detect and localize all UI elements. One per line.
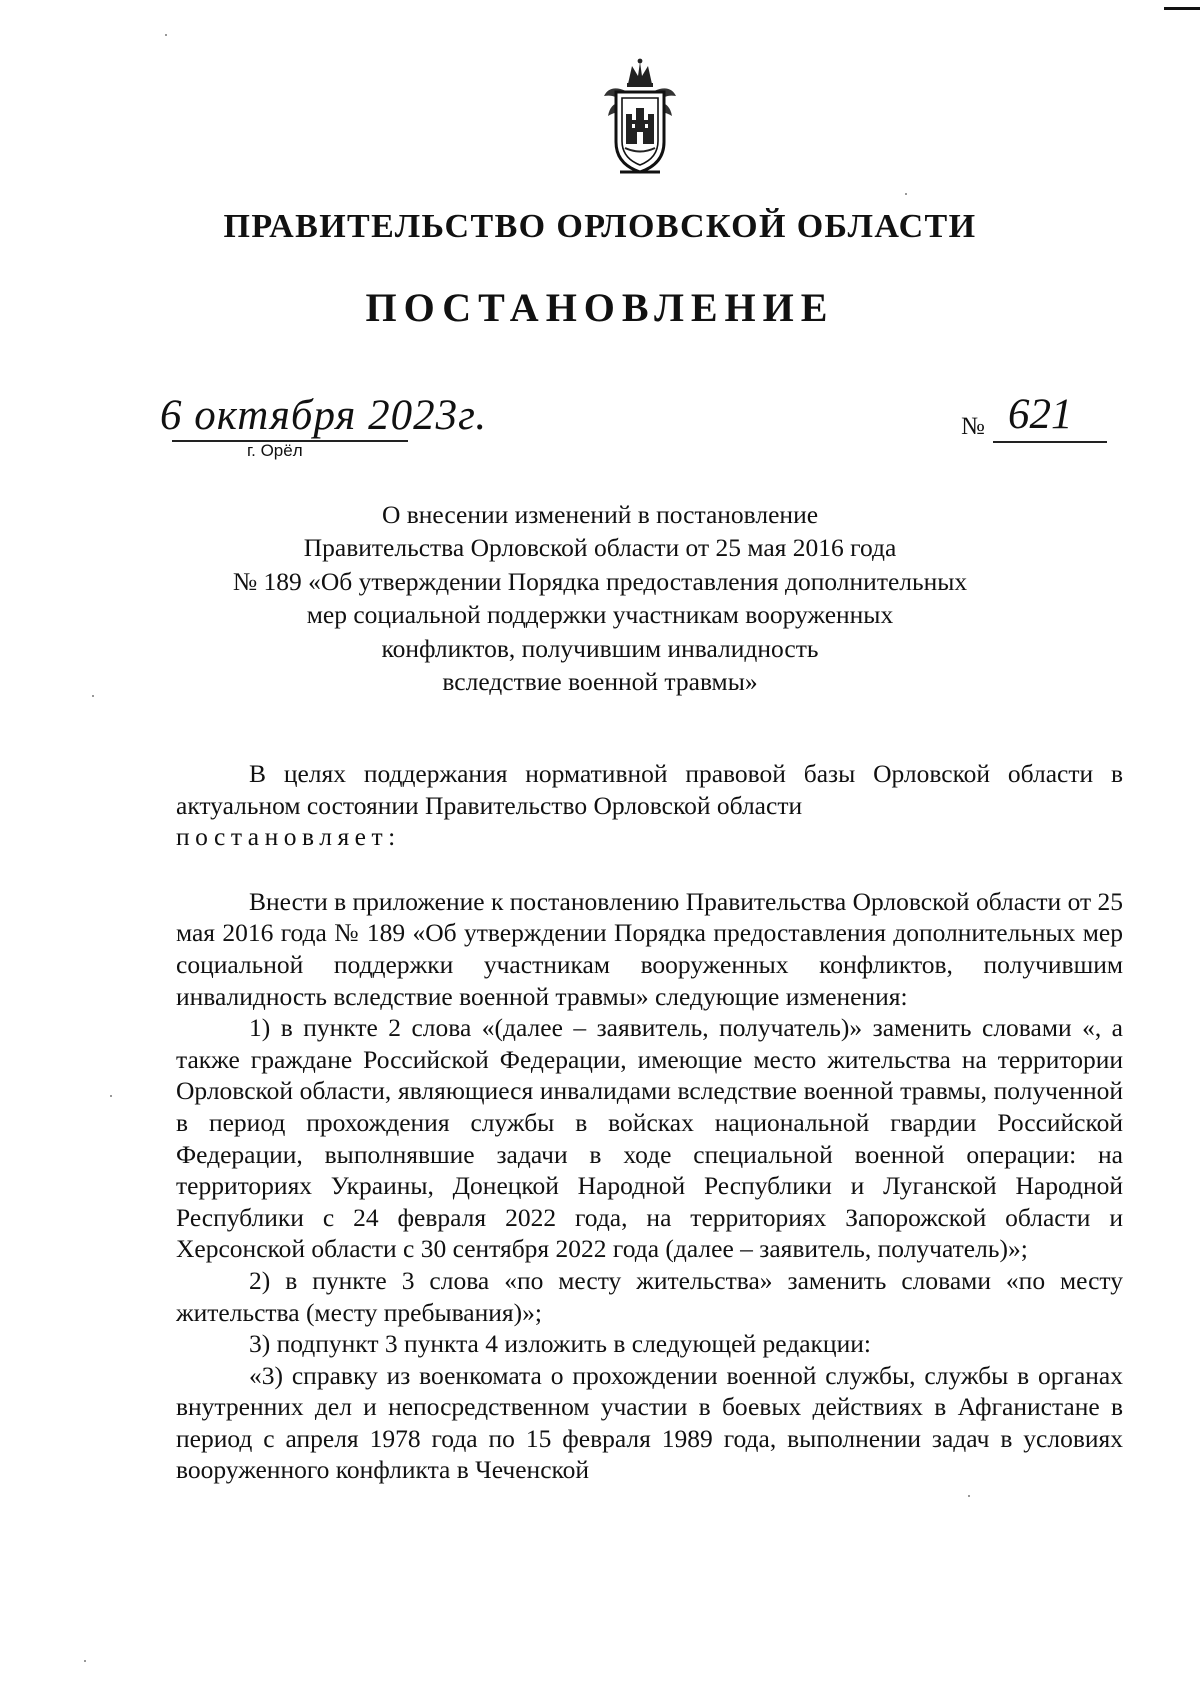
amendment-item-1: 1) в пункте 2 слова «(далее – заявитель, получатель)» заменить словами «, а также граждане Российской Федерации, имеющие место жительства на территории Орловской области, являющиеся инвалидами вследствие военной травмы, полученной в период прохождения службы в войсках национальной гвардии Российской Федерации, выполнявшие задачи в ходе специальной военной операции: на территориях Украины, Донецкой Народной Республики и Луганской Народной Республики с 24 февраля 2022 года, на территориях Запорожской области и Херсонской области с 30 сентября 2022 года (далее – заявитель, получатель)»; [176, 1013, 1123, 1264]
handwritten-number-text: 621 [1008, 391, 1073, 438]
city-label: г. Орёл [247, 441, 303, 460]
subject-line: Правительства Орловской области от 25 мая 2016 года [303, 533, 897, 563]
scan-speck [92, 695, 94, 697]
document-subject [180, 498, 1020, 698]
scan-speck [84, 1660, 86, 1662]
scan-edge-mark [1164, 7, 1200, 10]
amendment-item-2: 2) в пункте 3 слова «по месту жительства» заменить словами «по месту жительства (месту пребывания)»; [176, 1265, 1123, 1327]
intro-paragraph: Внести в приложение к постановлению Правительства Орловской области от 25 мая 2016 года № 189 «Об утверждении Порядка предоставления дополнительных мер социальной поддержки участникам вооруженных конфликтов, получившим инвалидность вследствие военной травмы» следующие изменения: [176, 886, 1123, 1011]
subject-line: № 189 «Об утверждении Порядка предоставления дополнительных [232, 566, 968, 596]
number-label: № [961, 413, 985, 440]
number-underline [993, 441, 1107, 443]
scan-speck [110, 1095, 112, 1097]
handwritten-number [1000, 393, 1112, 443]
document-type-heading: ПОСТАНОВЛЕНИЕ [365, 285, 835, 330]
scan-speck [968, 1495, 970, 1497]
resolves-word: постановляет: [176, 822, 401, 852]
subject-line: вследствие военной травмы» [442, 667, 758, 697]
handwritten-date-text: 6 октября 2023г. [160, 392, 488, 439]
amendment-item-3: 3) подпункт 3 пункта 4 изложить в следующей редакции: [249, 1329, 871, 1359]
scan-speck [905, 193, 907, 195]
document-body [176, 758, 1123, 1486]
subject-line: конфликтов, получившим инвалидность [381, 633, 819, 663]
coat-of-arms-icon [598, 58, 682, 176]
scan-speck [165, 34, 167, 36]
subject-line: О внесении изменений в постановление [381, 500, 819, 529]
preamble-paragraph: В целях поддержания нормативной правовой базы Орловской области в актуальном состоянии Правительство Орловской области [176, 759, 1123, 820]
subject-line: мер социальной поддержки участникам вооруженных [306, 600, 894, 630]
organization-title: ПРАВИТЕЛЬСТВО ОРЛОВСКОЙ ОБЛАСТИ [223, 208, 977, 245]
amendment-item-3-text: «3) справку из военкомата о прохождении военной службы, службы в органах внутренних дел и непосредственном участии в боевых действиях в Афганистане в период с апреля 1978 года по 15 февраля 1989 года, выполнении задач в условиях вооруженного конфликта в Чеченской [176, 1360, 1123, 1485]
paragraph-gap [176, 853, 1123, 886]
